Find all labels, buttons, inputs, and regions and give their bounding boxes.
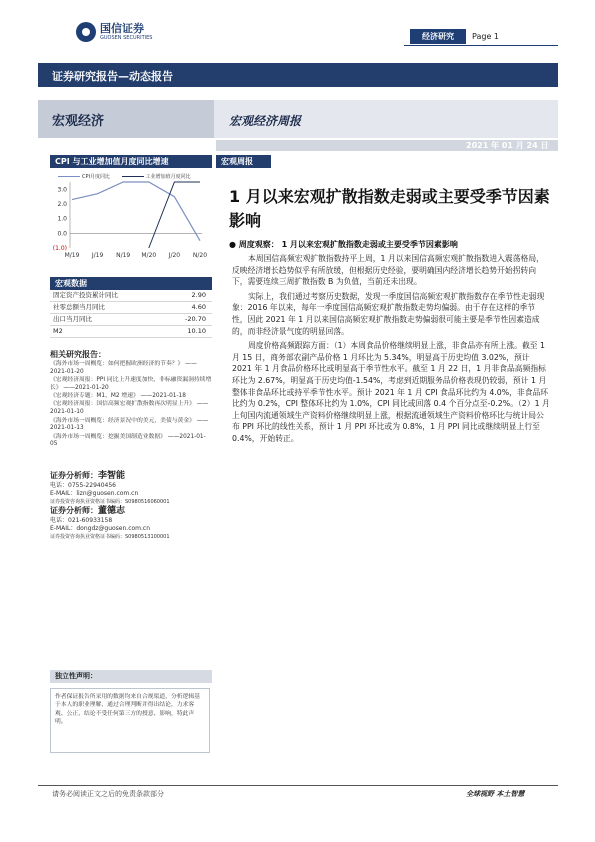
row-label: M2 bbox=[53, 327, 63, 335]
logo-subtext: GUOSEN SECURITIES bbox=[100, 35, 153, 41]
report-date: 2021 年 01 月 24 日 bbox=[466, 141, 549, 150]
declaration-text: 作者保证报告所采用的数据均来自合规渠道，分析逻辑基于本人的职业理解，通过合理判断并得出结论，力求客观、公正，结论不受任何第三方的授意、影响，特此声明。 bbox=[50, 688, 210, 753]
table-row bbox=[50, 326, 212, 338]
declaration-heading: 独立性声明： bbox=[50, 670, 212, 683]
x-tick-label: J/19 bbox=[91, 252, 104, 259]
related-heading: 相关研究报告： bbox=[50, 350, 106, 359]
header-divider bbox=[404, 45, 558, 46]
table-row bbox=[50, 290, 212, 302]
x-tick-label: N/20 bbox=[192, 252, 208, 259]
table-row bbox=[50, 314, 212, 326]
x-tick-label: M/19 bbox=[64, 252, 80, 259]
legend-swatch-industry bbox=[122, 176, 144, 177]
article-body bbox=[232, 253, 550, 448]
y-tick-label: 3.0 bbox=[57, 186, 67, 194]
row-label: 出口当月同比 bbox=[53, 315, 92, 323]
legend-label-cpi: CPI月度同比 bbox=[82, 174, 110, 180]
analyst-phone: 电话：021-60933158 bbox=[50, 517, 113, 524]
footer-slogan: 全球视野 本土智慧 bbox=[466, 790, 525, 798]
related-list bbox=[50, 361, 212, 450]
chart-box-header: CPI 与工业增加值月度同比增速 bbox=[50, 155, 212, 168]
legend-swatch-cpi bbox=[58, 176, 80, 177]
analyst-label: 证券分析师： bbox=[50, 506, 98, 515]
list-item[interactable]: 《海外市场一周概览：如何把握欧洲经济的节奏？》 ——2021-01-20 bbox=[50, 361, 197, 375]
legend-label-industry: 工业增加值月度同比 bbox=[145, 174, 191, 180]
y-tick-label: 0.0 bbox=[57, 230, 67, 238]
footer-disclaimer: 请务必阅读正文之后的免责条款部分 bbox=[52, 790, 164, 798]
list-item[interactable]: 《海外市场一周概览：经济景况中的美元，美债与黄金》 ——2021-01-13 bbox=[50, 417, 209, 432]
observation-heading bbox=[229, 239, 559, 250]
article-tag: 宏观周报 bbox=[216, 155, 271, 168]
analyst-cert: 证券投资咨询执业资格证书编码：S0980516060001 bbox=[50, 499, 170, 505]
y-tick-label: (1.0) bbox=[52, 245, 67, 252]
paragraph: 周度价格高频跟踪方面：（1）本周食品价格继续明显上涨，非食品亦有所上涨。截至 1 月 15 日，商务部农副产品价格 1 月环比为 5.34%，明显高于历史均值 3.02%，预计 2021 年 1 月食品价格环比或明显高于季节性水平。截至 1 月 22 日，1 月非食品高频指标环比为 2.67%，明显高于历史均值-1.54%，考虑到近期服务品价格表现仍较弱，预计 1 月整体非食品环比或持平季节性水平。预计 2021 年 1 月 CPI 食品环比约为 4.0%，非食品环比约为 0.2%，CPI 整体环比约为 1.0%，CPI 同比或回落 0.4 个百分点至-0.2%。（2）1 月上旬国内流通领域生产资料价格继续明显上涨，根据流通领域生产资料价格环比与统计局公布 PPI 环比的线性关系，预计 1 月 PPI 环比或为 0.8%，1 月 PPI 同比或继续明显上行至 0.4%，开始转正。 bbox=[232, 341, 550, 443]
list-item[interactable]: 《宏观经济周报：国信高频宏观扩散指数再次明显上升》 ——2021-01-10 bbox=[50, 401, 209, 416]
logo-text: 国信证券 bbox=[100, 22, 144, 35]
row-value: 10.10 bbox=[187, 327, 206, 335]
table-row bbox=[50, 302, 212, 314]
analyst-cert: 证券投资咨询执业资格证书编码：S0980513100001 bbox=[50, 534, 170, 540]
analyst-name: 李智能 bbox=[98, 471, 126, 481]
observation-label: 周度观察： bbox=[238, 240, 279, 249]
series-line-1 bbox=[149, 182, 200, 248]
row-value: -20.70 bbox=[185, 315, 206, 323]
row-value: 2.90 bbox=[191, 291, 206, 299]
footer-divider bbox=[38, 785, 558, 786]
y-tick-label: 1.0 bbox=[57, 215, 67, 223]
line-chart bbox=[50, 178, 212, 268]
list-item[interactable]: 《宏观经济周报：PPI 同比上升速度加快，非标融资漏洞持续增长》 ——2021-01-20 bbox=[50, 377, 212, 391]
bullet-icon: ● bbox=[229, 240, 236, 249]
x-tick-label: J/20 bbox=[168, 252, 181, 259]
series-line-0 bbox=[72, 182, 200, 241]
row-label: 社零总额当月同比 bbox=[53, 303, 105, 311]
analyst-name: 董德志 bbox=[98, 506, 126, 516]
row-label: 固定资产投资累计同比 bbox=[53, 291, 118, 299]
y-tick-label: 2.0 bbox=[57, 201, 67, 208]
report-type: 证券研究报告—动态报告 bbox=[52, 70, 173, 83]
header-tag: 经济研究 bbox=[410, 29, 466, 44]
company-logo bbox=[76, 20, 156, 46]
row-value: 4.60 bbox=[191, 303, 206, 311]
list-item[interactable]: 《宏观经济专题：M1、M2 增速》 ——2021-01-18 bbox=[50, 393, 186, 400]
paragraph: 实际上，我们通过考察历史数据，发现一季度国信高频宏观扩散指数存在季节性走弱现象：2016 年以来，每年一季度国信高频宏观扩散指数走势均偏弱。由于存在这样的季节性，因此 2021 年 1 月以来国信高频宏观扩散指数走势偏弱很可能主要是季节性因素造成的，而非经济景气度的明显回落。 bbox=[232, 291, 545, 336]
analyst-2 bbox=[50, 498, 212, 541]
analyst-phone: 电话：0755-22940456 bbox=[50, 482, 116, 489]
report-name: 宏观经济周报 bbox=[229, 114, 302, 128]
paragraph: 本周国信高频宏观扩散指数持平上周，1 月以来国信高频宏观扩散指数进入震荡格局，反映经济增长趋势似乎有所放缓，但根据历史经验，要明确国内经济增长趋势开始拐转向下，需要连续三周扩散指数 B 为负值，当前还未出现。 bbox=[232, 254, 544, 287]
x-tick-label: M/20 bbox=[141, 252, 157, 259]
list-item[interactable]: 《海外市场一周概览：挖掘美国制造业数据》 ——2021-01-05 bbox=[50, 433, 206, 448]
macro-data-table bbox=[50, 290, 212, 338]
analyst-label: 证券分析师： bbox=[50, 471, 98, 480]
analyst-email[interactable]: E-MAIL：dongdz@guosen.com.cn bbox=[50, 525, 151, 532]
logo-icon bbox=[76, 22, 96, 42]
article-title: 1 月以来宏观扩散指数走弱或主要受季节因素影响 bbox=[229, 187, 550, 230]
report-category: 宏观经济 bbox=[52, 114, 105, 129]
page-number: Page 1 bbox=[472, 32, 499, 41]
observation-text: 1 月以来宏观扩散指数走弱或主要受季节因素影响 bbox=[281, 240, 458, 249]
analyst-email[interactable]: E-MAIL：lizn@guosen.com.cn bbox=[50, 490, 139, 497]
x-tick-label: N/19 bbox=[116, 252, 131, 259]
data-box-header: 宏观数据 bbox=[50, 277, 212, 290]
